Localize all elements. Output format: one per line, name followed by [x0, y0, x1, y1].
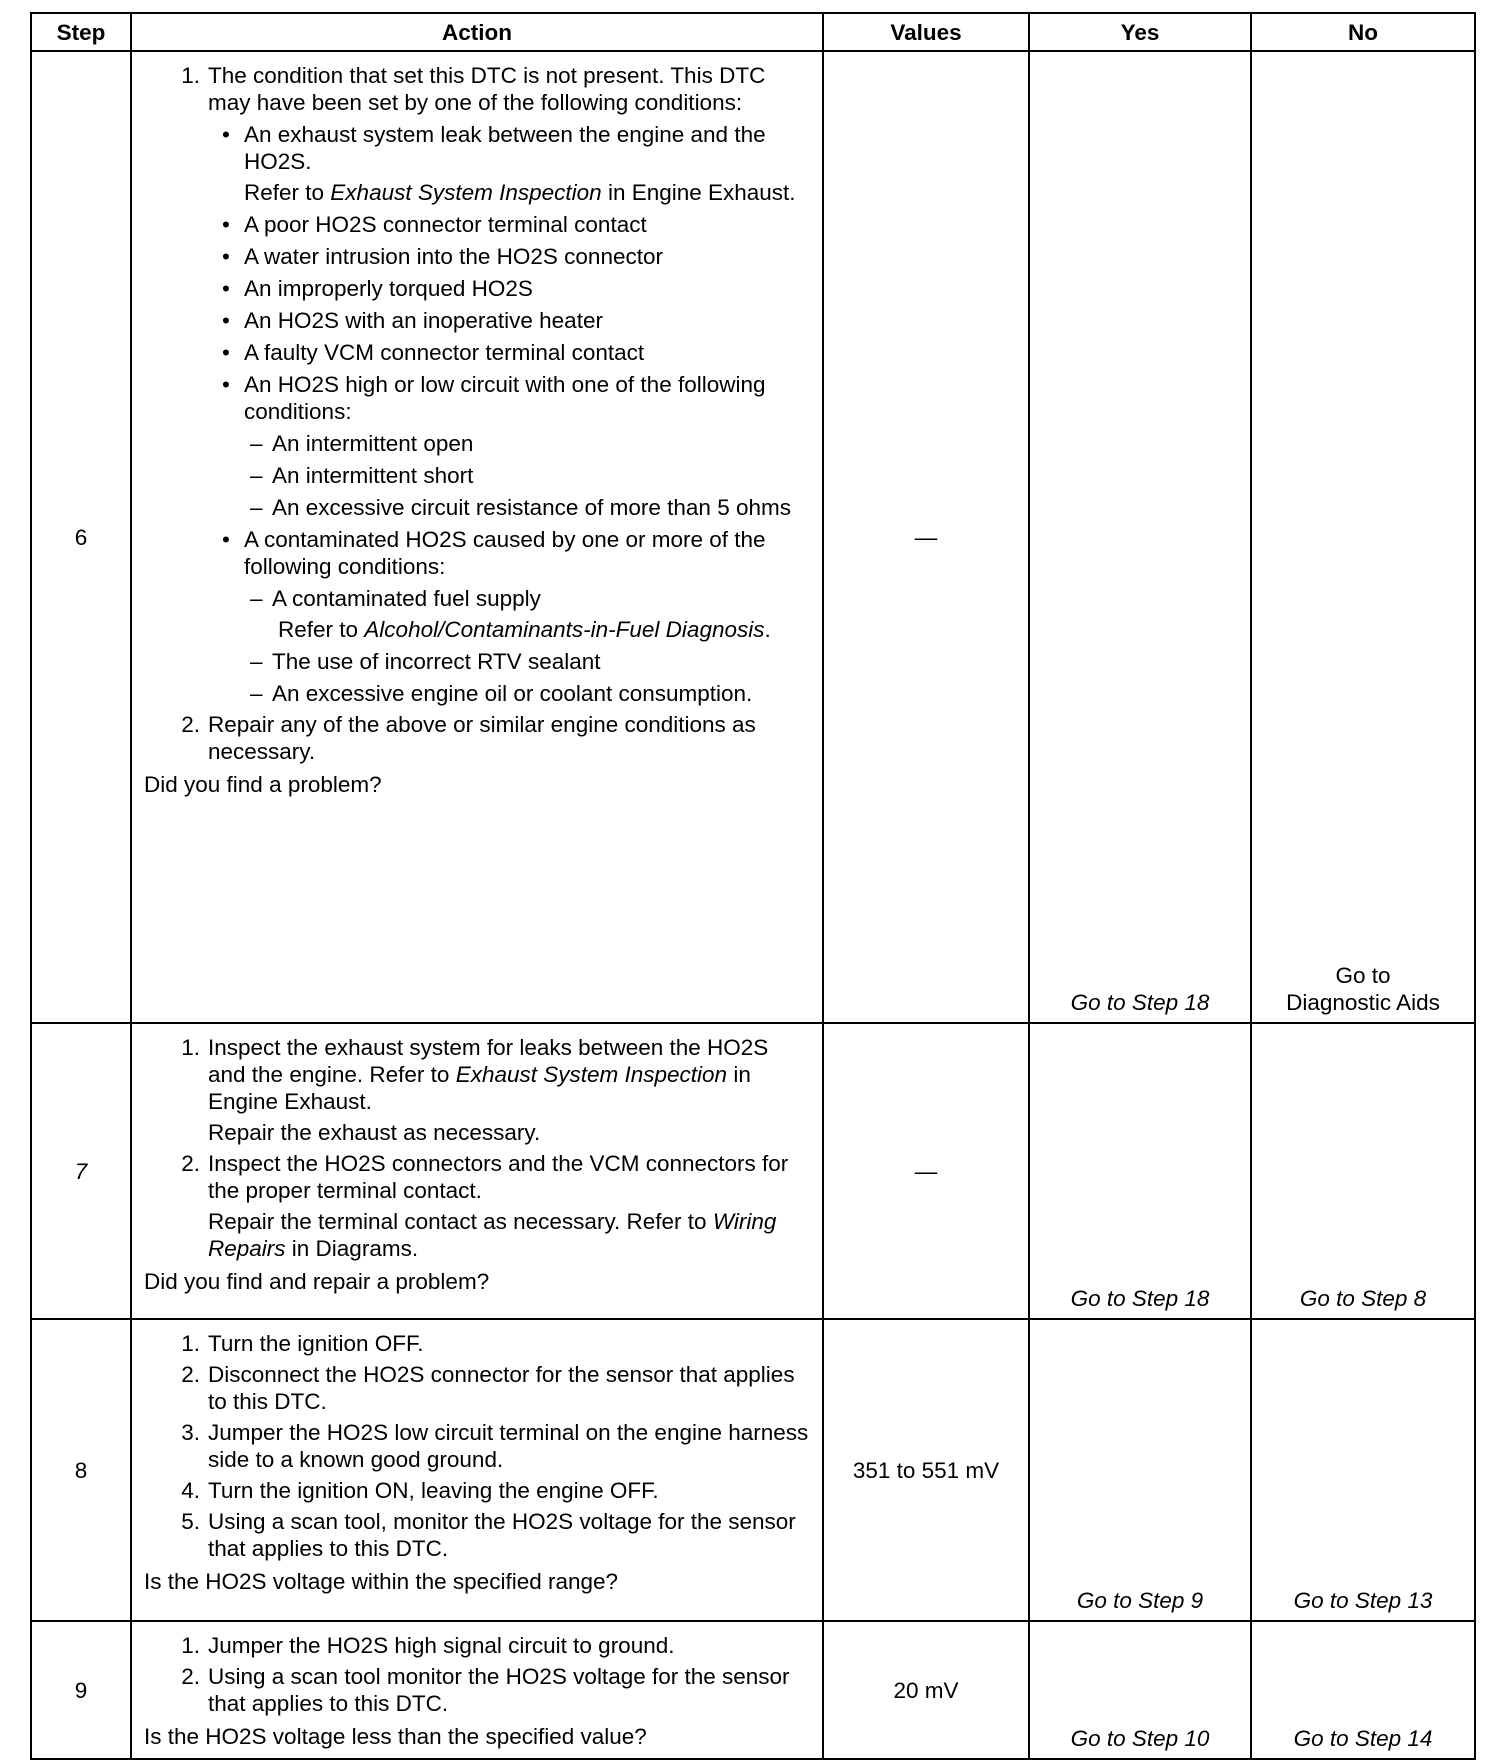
condition-bullet: • An HO2S high or low circuit with one of the following conditions: — [222, 372, 766, 424]
condition-dash: – An intermittent short — [250, 463, 474, 488]
header-row — [31, 13, 1475, 51]
table-row — [31, 51, 1475, 1023]
condition-bullet: • A water intrusion into the HO2S connector — [222, 244, 663, 269]
reference-link: Alcohol/Contaminants-in-Fuel Diagnosis — [364, 617, 765, 642]
condition-dash: – The use of incorrect RTV sealant — [250, 649, 601, 674]
question-text: Is the HO2S voltage within the specified range? — [144, 1569, 619, 1594]
condition-dash: – An intermittent open — [250, 431, 474, 456]
action-item: 1. The condition that set this DTC is not present. This DTC may have been set by one of the following conditions: — [181, 63, 766, 115]
yes-link: Go to Step 9 — [1076, 1588, 1204, 1613]
action-cell — [131, 1621, 823, 1759]
no-link-line2: Diagnostic Aids — [1286, 990, 1440, 1015]
header-no: No — [1251, 13, 1475, 51]
action-item: 1. Inspect the exhaust system for leaks between the HO2S and the engine. Refer to Exhaust System Inspection in Engine Exhaust. — [181, 1035, 769, 1114]
header-yes: Yes — [1029, 13, 1251, 51]
step-number: 8 — [31, 1319, 131, 1621]
values-cell: 351 to 551 mV — [823, 1319, 1029, 1621]
condition-bullet: • A faulty VCM connector terminal contact — [222, 340, 645, 365]
question-text: Is the HO2S voltage less than the specified value? — [144, 1724, 647, 1749]
values-cell: — — [823, 1023, 1029, 1319]
no-cell — [1251, 1319, 1475, 1621]
condition-bullet: • An exhaust system leak between the engine and the HO2S. — [222, 122, 766, 174]
values-cell: 20 mV — [823, 1621, 1029, 1759]
condition-dash: – A contaminated fuel supply — [250, 586, 541, 611]
action-note: Repair the terminal contact as necessary. Refer to Wiring Repairs in Diagrams. — [208, 1209, 777, 1261]
action-note: Repair the exhaust as necessary. — [208, 1120, 541, 1145]
no-cell — [1251, 1621, 1475, 1759]
reference-link: Wiring Repairs — [208, 1209, 777, 1261]
action-item: 5. Using a scan tool, monitor the HO2S voltage for the sensor that applies to this DTC. — [181, 1509, 796, 1561]
table-row — [31, 1621, 1475, 1759]
condition-dash: – An excessive engine oil or coolant consumption. — [250, 681, 753, 706]
action-cell — [131, 1023, 823, 1319]
action-item: 2. Inspect the HO2S connectors and the VCM connectors for the proper terminal contact. — [181, 1151, 789, 1203]
condition-dash: – An excessive circuit resistance of more than 5 ohms — [250, 495, 791, 520]
action-item: 2. Disconnect the HO2S connector for the sensor that applies to this DTC. — [181, 1362, 795, 1414]
no-link-line1: Go to — [1335, 963, 1391, 988]
action-item: 3. Jumper the HO2S low circuit terminal on the engine harness side to a known good ground. — [181, 1420, 809, 1472]
reference-note: Refer to Alcohol/Contaminants-in-Fuel Diagnosis. — [278, 617, 771, 642]
diagnostic-table — [30, 12, 1476, 1760]
table-row — [31, 1023, 1475, 1319]
action-item: 2. Repair any of the above or similar engine conditions as necessary. — [181, 712, 756, 764]
yes-link: Go to Step 18 — [1070, 990, 1210, 1015]
question-text: Did you find and repair a problem? — [144, 1269, 490, 1294]
reference-link: Exhaust System Inspection — [455, 1062, 728, 1087]
no-link: Go to Step 14 — [1293, 1726, 1433, 1751]
no-cell — [1251, 1023, 1475, 1319]
reference-link: Exhaust System Inspection — [330, 180, 602, 205]
no-link: Go to Step 8 — [1299, 1286, 1427, 1311]
yes-cell — [1029, 1319, 1251, 1621]
step-number: 7 — [31, 1023, 131, 1319]
yes-link: Go to Step 10 — [1070, 1726, 1210, 1751]
no-cell — [1251, 51, 1475, 1023]
header-step: Step — [31, 13, 131, 51]
step-number: 6 — [31, 51, 131, 1023]
action-item: 2. Using a scan tool monitor the HO2S voltage for the sensor that applies to this DTC. — [181, 1664, 790, 1716]
action-cell — [131, 51, 823, 1023]
table-row — [31, 1319, 1475, 1621]
action-item: 4. Turn the ignition ON, leaving the engine OFF. — [181, 1478, 659, 1503]
action-cell — [131, 1319, 823, 1621]
condition-bullet: • An improperly torqued HO2S — [222, 276, 533, 301]
step-number: 9 — [31, 1621, 131, 1759]
no-link: Go to Step 13 — [1293, 1588, 1433, 1613]
condition-bullet: • A contaminated HO2S caused by one or more of the following conditions: — [222, 527, 766, 579]
values-cell: — — [823, 51, 1029, 1023]
action-item: 1. Jumper the HO2S high signal circuit to ground. — [181, 1633, 675, 1658]
yes-cell — [1029, 51, 1251, 1023]
yes-cell — [1029, 1023, 1251, 1319]
action-item: 1. Turn the ignition OFF. — [181, 1331, 424, 1356]
header-values: Values — [823, 13, 1029, 51]
condition-bullet: • An HO2S with an inoperative heater — [222, 308, 603, 333]
question-text: Did you find a problem? — [144, 772, 382, 797]
yes-cell — [1029, 1621, 1251, 1759]
condition-bullet: • A poor HO2S connector terminal contact — [222, 212, 647, 237]
header-action: Action — [131, 13, 823, 51]
reference-note: Refer to Exhaust System Inspection in Engine Exhaust. — [244, 180, 796, 205]
yes-link: Go to Step 18 — [1070, 1286, 1210, 1311]
